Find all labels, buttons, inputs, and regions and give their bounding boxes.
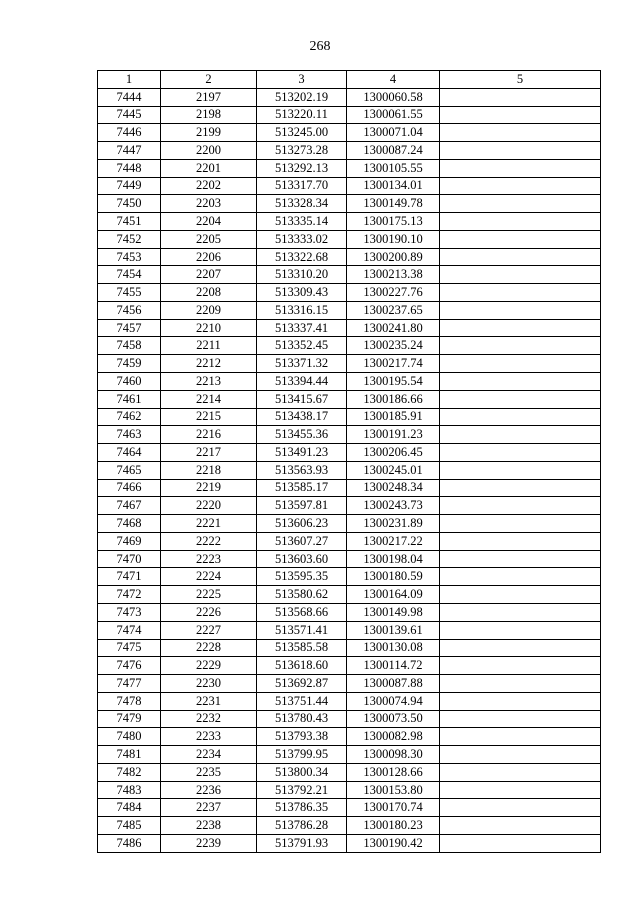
table-cell: 1300175.13 [347,213,440,231]
table-cell: 1300241.80 [347,319,440,337]
table-cell [440,373,601,391]
table-cell: 513322.68 [257,248,347,266]
table-cell: 2202 [161,177,257,195]
table-cell [440,621,601,639]
table-cell: 1300139.61 [347,621,440,639]
table-cell: 1300198.04 [347,550,440,568]
table-cell: 513371.32 [257,355,347,373]
table-cell: 513618.60 [257,657,347,675]
table-cell: 7470 [98,550,161,568]
table-cell: 1300153.80 [347,781,440,799]
table-cell: 2225 [161,586,257,604]
table-cell: 513799.95 [257,746,347,764]
table-cell: 513800.34 [257,763,347,781]
table-cell: 513309.43 [257,284,347,302]
table-cell: 1300060.58 [347,88,440,106]
table-cell [440,106,601,124]
table-cell: 513585.58 [257,639,347,657]
table-cell: 2223 [161,550,257,568]
table-cell: 7463 [98,426,161,444]
table-cell: 1300235.24 [347,337,440,355]
table-cell [440,781,601,799]
table-cell: 513595.35 [257,568,347,586]
table-cell [440,248,601,266]
table-cell [440,319,601,337]
table-cell [440,817,601,835]
table-cell: 2228 [161,639,257,657]
table-row [98,284,601,302]
table-cell: 1300128.66 [347,763,440,781]
table-cell [440,266,601,284]
table-cell [440,834,601,852]
table-row [98,586,601,604]
table-cell: 2230 [161,675,257,693]
table-cell: 7473 [98,603,161,621]
table-cell: 1300200.89 [347,248,440,266]
table-cell: 2224 [161,568,257,586]
table-cell: 2217 [161,444,257,462]
table-cell: 1300164.09 [347,586,440,604]
table-cell: 7465 [98,461,161,479]
table-cell: 1300190.10 [347,230,440,248]
table-cell: 7444 [98,88,161,106]
table-cell: 7455 [98,284,161,302]
table-header-row [98,71,601,89]
table-cell: 2232 [161,710,257,728]
table-cell: 513568.66 [257,603,347,621]
table-cell [440,692,601,710]
table-cell: 7448 [98,159,161,177]
table-cell: 7479 [98,710,161,728]
table-cell [440,675,601,693]
table-cell [440,799,601,817]
table-cell: 7474 [98,621,161,639]
table-cell: 2211 [161,337,257,355]
table-cell [440,657,601,675]
column-header: 1 [98,71,161,89]
table-cell: 1300074.94 [347,692,440,710]
table-cell: 513455.36 [257,426,347,444]
table-cell: 7450 [98,195,161,213]
table-cell: 2209 [161,301,257,319]
table-row [98,639,601,657]
table-cell: 513415.67 [257,390,347,408]
table-cell: 2237 [161,799,257,817]
table-cell: 513438.17 [257,408,347,426]
table-cell: 1300237.65 [347,301,440,319]
table-cell [440,444,601,462]
table-cell [440,461,601,479]
table-cell [440,763,601,781]
table-cell: 513245.00 [257,124,347,142]
table-cell [440,603,601,621]
table-cell: 1300191.23 [347,426,440,444]
table-cell [440,532,601,550]
table-cell: 1300087.88 [347,675,440,693]
table-cell: 1300061.55 [347,106,440,124]
table-cell: 7472 [98,586,161,604]
table-cell: 7466 [98,479,161,497]
table-cell: 2212 [161,355,257,373]
table-cell: 513580.62 [257,586,347,604]
table-cell [440,710,601,728]
table-cell: 7480 [98,728,161,746]
table-cell: 513220.11 [257,106,347,124]
table-cell [440,479,601,497]
table-cell: 513793.38 [257,728,347,746]
table-cell: 1300190.42 [347,834,440,852]
table-cell: 513310.20 [257,266,347,284]
table-cell: 2226 [161,603,257,621]
table-cell [440,337,601,355]
table-cell: 513786.28 [257,817,347,835]
table-cell: 1300245.01 [347,461,440,479]
table-row [98,248,601,266]
table-cell: 513333.02 [257,230,347,248]
table-cell: 7476 [98,657,161,675]
table-cell: 7484 [98,799,161,817]
table-row [98,710,601,728]
table-cell: 513751.44 [257,692,347,710]
table-cell: 513571.41 [257,621,347,639]
table-cell [440,124,601,142]
table-cell [440,408,601,426]
table-cell: 2206 [161,248,257,266]
table-cell: 2203 [161,195,257,213]
table-row [98,373,601,391]
table-cell: 1300180.23 [347,817,440,835]
table-cell: 2221 [161,515,257,533]
table-row [98,159,601,177]
table-cell: 1300217.74 [347,355,440,373]
table-cell: 513316.15 [257,301,347,319]
column-header: 3 [257,71,347,89]
table-cell: 1300217.22 [347,532,440,550]
table-cell: 513394.44 [257,373,347,391]
table-cell: 513792.21 [257,781,347,799]
table-row [98,355,601,373]
table-cell: 2229 [161,657,257,675]
table-cell: 513780.43 [257,710,347,728]
table-cell: 2208 [161,284,257,302]
table-cell: 7457 [98,319,161,337]
table-cell: 7449 [98,177,161,195]
table-cell: 2200 [161,142,257,160]
table-row [98,390,601,408]
table-cell [440,142,601,160]
table-cell: 7469 [98,532,161,550]
table-row [98,515,601,533]
table-cell: 2233 [161,728,257,746]
table-cell [440,639,601,657]
table-cell: 2238 [161,817,257,835]
table-row [98,444,601,462]
table-cell: 1300243.73 [347,497,440,515]
table-row [98,657,601,675]
table-cell [440,586,601,604]
table-cell [440,390,601,408]
table-cell: 7483 [98,781,161,799]
table-cell: 1300180.59 [347,568,440,586]
table-row [98,479,601,497]
table-cell [440,301,601,319]
table-cell: 2218 [161,461,257,479]
coordinates-table [97,70,601,853]
table-row [98,728,601,746]
table-cell: 7471 [98,568,161,586]
table-cell: 7475 [98,639,161,657]
table-row [98,781,601,799]
table-cell: 1300114.72 [347,657,440,675]
table-cell: 1300149.78 [347,195,440,213]
table-cell: 513328.34 [257,195,347,213]
table-cell: 1300134.01 [347,177,440,195]
table-cell: 1300149.98 [347,603,440,621]
column-header: 5 [440,71,601,89]
table-row [98,746,601,764]
table-cell [440,515,601,533]
table-row [98,834,601,852]
table-cell: 7445 [98,106,161,124]
table-cell: 2216 [161,426,257,444]
table-cell: 2236 [161,781,257,799]
table-cell: 1300186.66 [347,390,440,408]
table-cell [440,159,601,177]
table-cell: 7467 [98,497,161,515]
table-cell: 513786.35 [257,799,347,817]
table-row [98,106,601,124]
table-row [98,568,601,586]
table-cell: 7459 [98,355,161,373]
table-cell: 1300231.89 [347,515,440,533]
table-cell: 7482 [98,763,161,781]
table-cell: 7456 [98,301,161,319]
table-cell: 7452 [98,230,161,248]
table-cell: 1300248.34 [347,479,440,497]
table-cell: 1300130.08 [347,639,440,657]
table-cell [440,230,601,248]
table-cell: 513352.45 [257,337,347,355]
table-cell [440,177,601,195]
table-row [98,426,601,444]
table-cell: 7458 [98,337,161,355]
table-cell: 513337.41 [257,319,347,337]
table-cell [440,746,601,764]
table-cell: 7481 [98,746,161,764]
table-cell: 7454 [98,266,161,284]
table-cell: 2239 [161,834,257,852]
column-header: 2 [161,71,257,89]
table-cell [440,568,601,586]
table-cell: 1300071.04 [347,124,440,142]
table-cell [440,355,601,373]
table-row [98,408,601,426]
table-row [98,213,601,231]
table-cell: 2234 [161,746,257,764]
table-cell: 2210 [161,319,257,337]
table-cell: 7447 [98,142,161,160]
table-cell: 7486 [98,834,161,852]
table-cell [440,497,601,515]
table-row [98,142,601,160]
table-row [98,301,601,319]
table-cell [440,426,601,444]
table-row [98,461,601,479]
table-cell: 2231 [161,692,257,710]
table-cell: 2222 [161,532,257,550]
table-cell: 1300195.54 [347,373,440,391]
table-cell: 1300185.91 [347,408,440,426]
table-row [98,692,601,710]
table-cell: 7477 [98,675,161,693]
table-cell: 513292.13 [257,159,347,177]
table-cell: 2201 [161,159,257,177]
table-cell: 1300170.74 [347,799,440,817]
table-row [98,266,601,284]
table-row [98,230,601,248]
table-cell: 2214 [161,390,257,408]
table-cell: 1300082.98 [347,728,440,746]
table-cell: 1300227.76 [347,284,440,302]
table-cell [440,284,601,302]
table-cell: 1300213.38 [347,266,440,284]
table-cell: 1300087.24 [347,142,440,160]
table-row [98,675,601,693]
table-cell: 2205 [161,230,257,248]
table-cell: 7461 [98,390,161,408]
table-cell: 2198 [161,106,257,124]
table-cell [440,88,601,106]
table-row [98,497,601,515]
table-cell: 1300105.55 [347,159,440,177]
table-cell: 2197 [161,88,257,106]
table-cell: 513606.23 [257,515,347,533]
table-cell: 513273.28 [257,142,347,160]
table-row [98,621,601,639]
table-row [98,550,601,568]
table-cell: 1300206.45 [347,444,440,462]
table-cell: 513607.27 [257,532,347,550]
table-row [98,817,601,835]
table-cell: 513585.17 [257,479,347,497]
table-cell: 2207 [161,266,257,284]
table-cell: 1300098.30 [347,746,440,764]
table-cell: 2213 [161,373,257,391]
table-row [98,124,601,142]
table-cell: 513597.81 [257,497,347,515]
table-cell: 513563.93 [257,461,347,479]
table-cell: 513791.93 [257,834,347,852]
table-cell: 2204 [161,213,257,231]
table-row [98,532,601,550]
table-cell [440,195,601,213]
table-cell: 2220 [161,497,257,515]
table-row [98,88,601,106]
table-row [98,799,601,817]
table-cell: 7485 [98,817,161,835]
table-cell: 7464 [98,444,161,462]
table-cell [440,213,601,231]
table-row [98,177,601,195]
table-cell: 2215 [161,408,257,426]
table-cell: 7453 [98,248,161,266]
table-row [98,195,601,213]
table-cell: 513335.14 [257,213,347,231]
table-cell: 1300073.50 [347,710,440,728]
table-cell: 2219 [161,479,257,497]
table-cell: 513692.87 [257,675,347,693]
table-row [98,337,601,355]
table-cell: 7451 [98,213,161,231]
table-cell: 7468 [98,515,161,533]
table-cell: 513317.70 [257,177,347,195]
table-row [98,603,601,621]
page-number: 268 [309,39,331,54]
table-cell: 7462 [98,408,161,426]
table-cell: 7446 [98,124,161,142]
table-cell: 513202.19 [257,88,347,106]
table-cell: 2227 [161,621,257,639]
column-header: 4 [347,71,440,89]
table-cell: 2235 [161,763,257,781]
table-cell [440,550,601,568]
table-row [98,763,601,781]
table-cell: 2199 [161,124,257,142]
table-cell [440,728,601,746]
table-cell: 513491.23 [257,444,347,462]
table-cell: 7478 [98,692,161,710]
table-cell: 513603.60 [257,550,347,568]
table-row [98,319,601,337]
table-cell: 7460 [98,373,161,391]
